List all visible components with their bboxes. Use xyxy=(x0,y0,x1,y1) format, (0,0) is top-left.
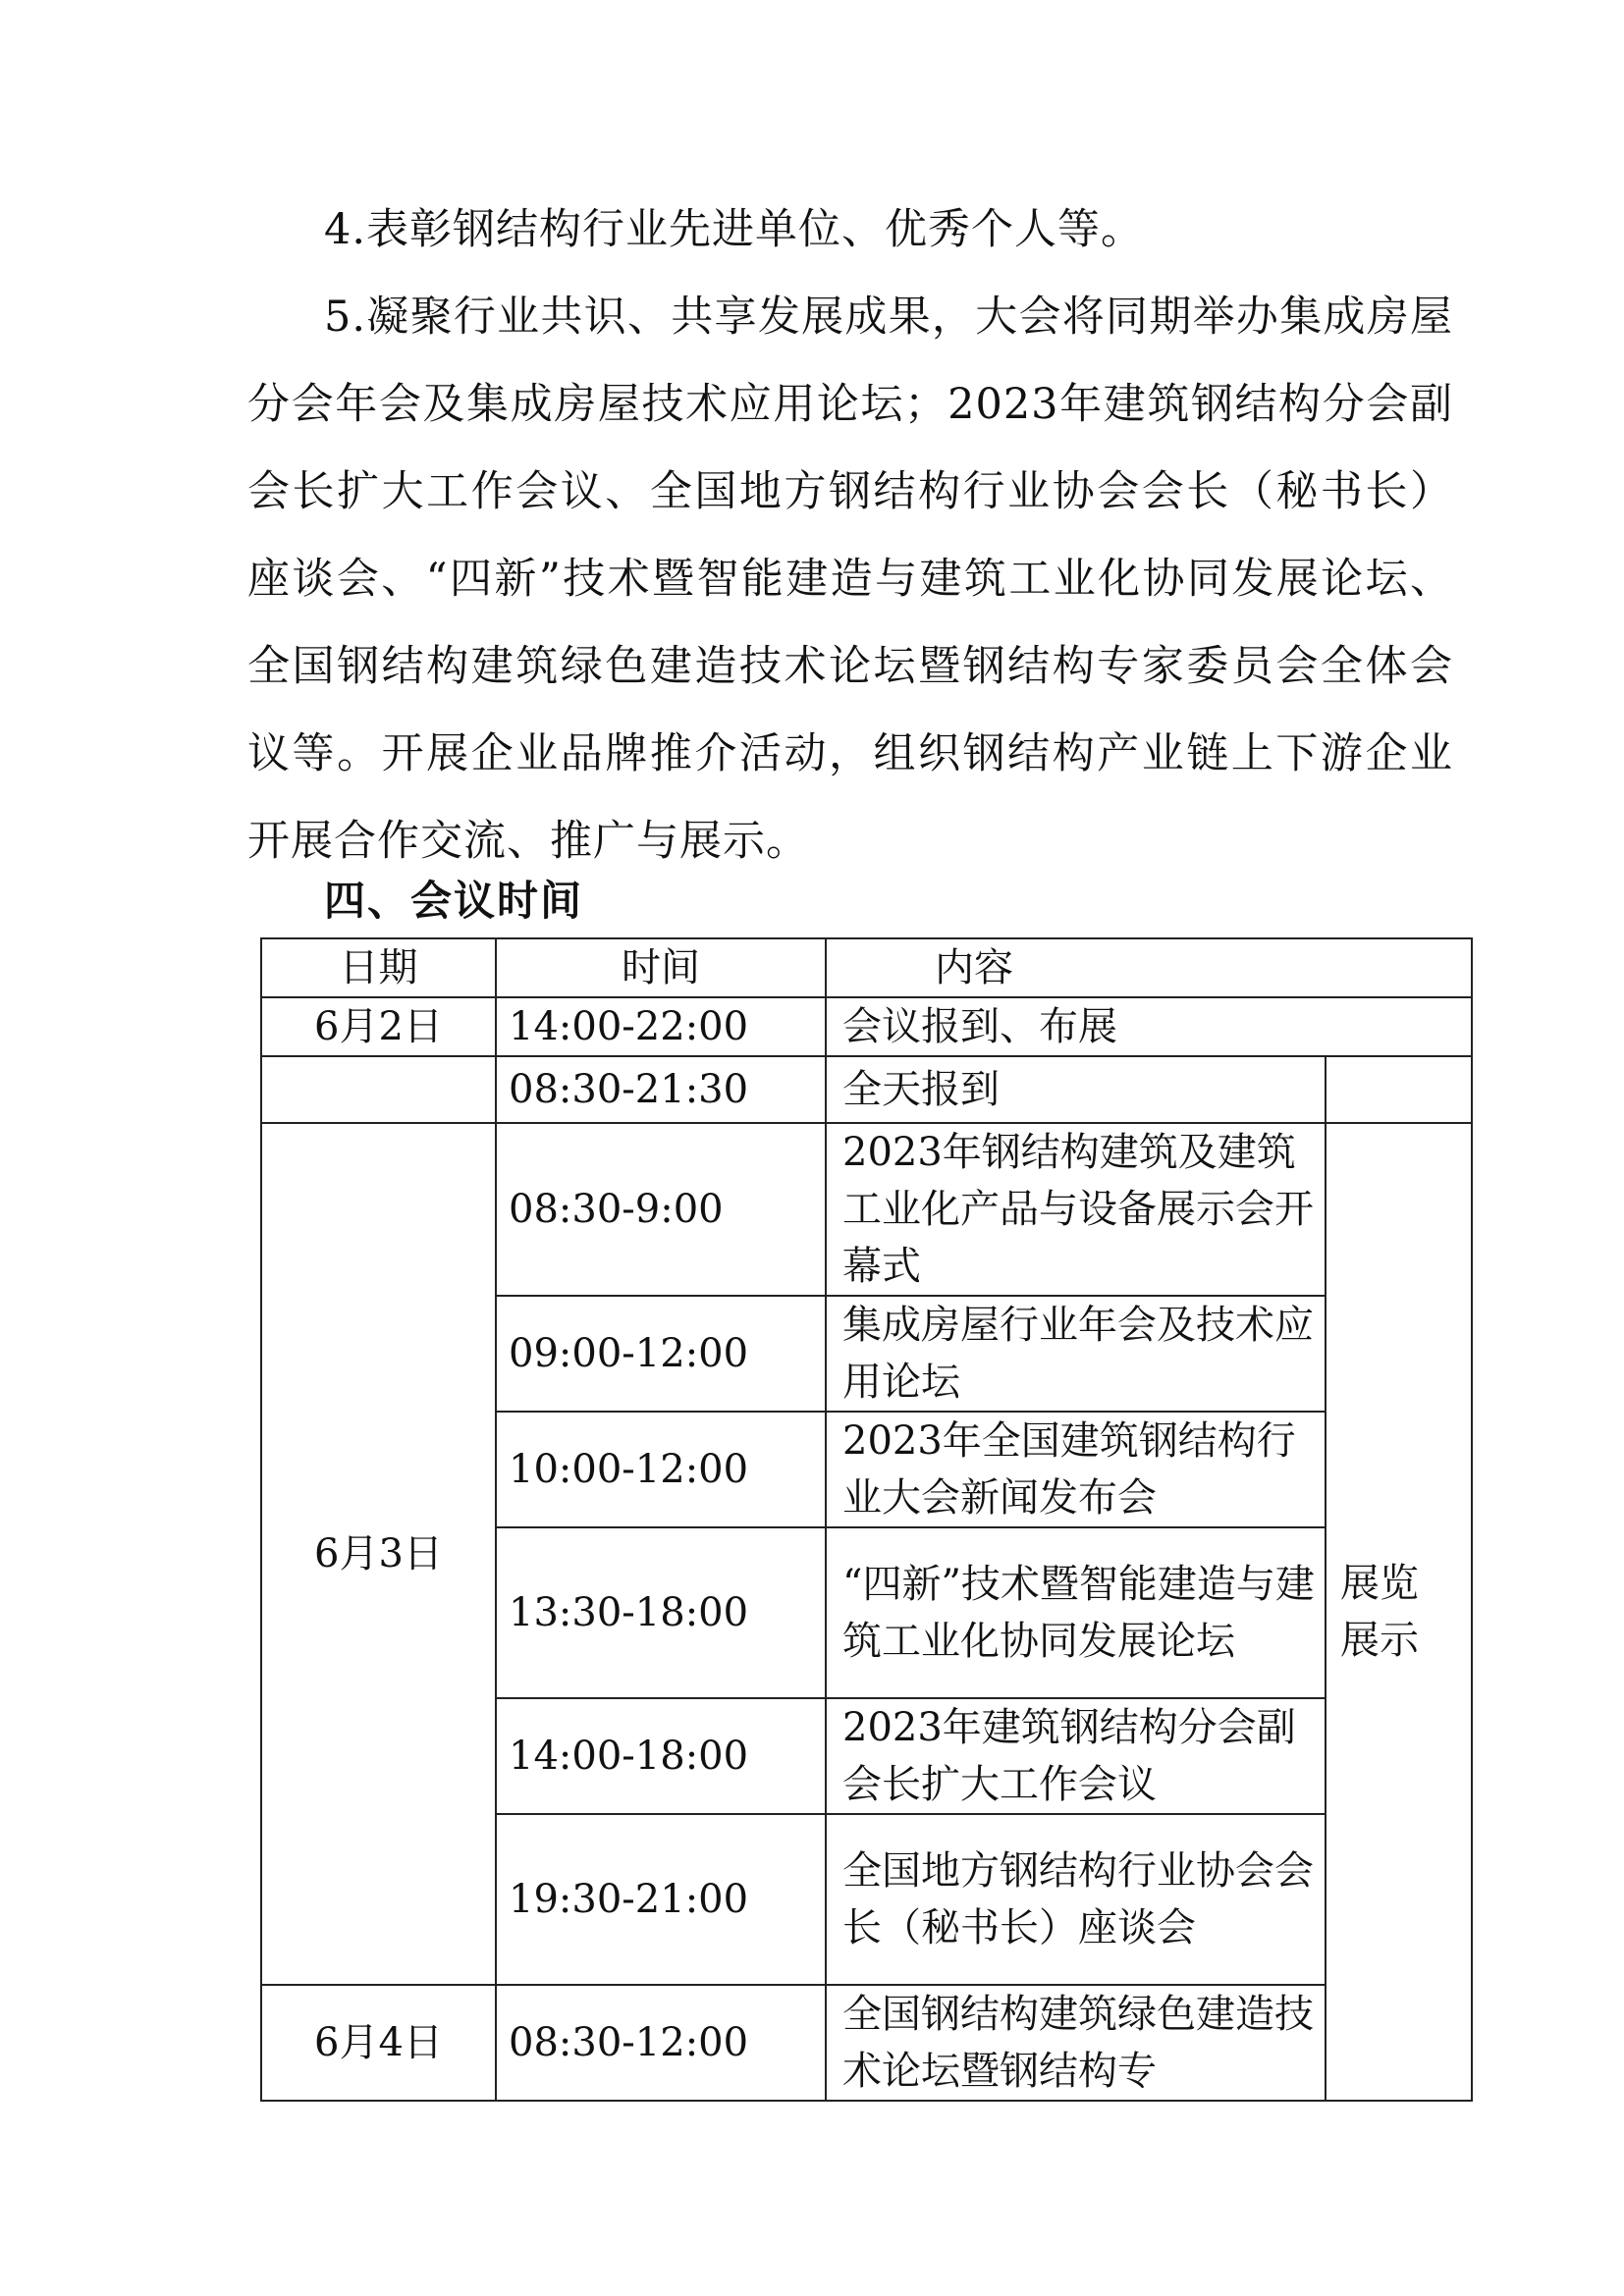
date-cell: 6月2日 xyxy=(261,997,496,1056)
table-row xyxy=(261,1123,1472,1296)
time-cell: 14:00-18:00 xyxy=(496,1698,826,1814)
table-row xyxy=(261,1985,1472,2101)
time-cell: 08:30-21:30 xyxy=(496,1056,826,1123)
time-cell: 08:30-9:00 xyxy=(496,1123,826,1296)
header-time: 时间 xyxy=(496,938,826,997)
content-cell: 集成房屋行业年会及技术应用论坛 xyxy=(826,1296,1326,1412)
time-cell: 08:30-12:00 xyxy=(496,1985,826,2101)
side-cell-empty xyxy=(1326,1056,1472,1123)
content-cell: 全国钢结构建筑绿色建造技术论坛暨钢结构专 xyxy=(826,1985,1326,2101)
table-row xyxy=(261,997,1472,1056)
date-cell: 6月4日 xyxy=(261,1985,496,2101)
table-row xyxy=(261,1056,1472,1123)
header-date: 日期 xyxy=(261,938,496,997)
content-cell: 会议报到、布展 xyxy=(826,997,1472,1056)
exhibition-cell: 展览展示 xyxy=(1326,1123,1472,2101)
time-cell: 13:30-18:00 xyxy=(496,1527,826,1698)
time-cell: 19:30-21:00 xyxy=(496,1814,826,1985)
content-cell: 2023年钢结构建筑及建筑工业化产品与设备展示会开幕式 xyxy=(826,1123,1326,1296)
time-cell: 09:00-12:00 xyxy=(496,1296,826,1412)
content-cell: 全天报到 xyxy=(826,1056,1326,1123)
time-cell: 10:00-12:00 xyxy=(496,1412,826,1527)
content-cell: 2023年建筑钢结构分会副会长扩大工作会议 xyxy=(826,1698,1326,1814)
table-header-row xyxy=(261,938,1472,997)
schedule-table xyxy=(260,937,1473,2102)
header-content: 内容 xyxy=(826,938,1472,997)
content-cell: “四新”技术暨智能建造与建筑工业化协同发展论坛 xyxy=(826,1527,1326,1698)
paragraph-item-4: 4.表彰钢结构行业先进单位、优秀个人等。 xyxy=(324,205,1145,254)
paragraph-item-5: 5.凝聚行业共识、共享发展成果，大会将同期举办集成房屋分会年会及集成房屋技术应用论坛；2023年建筑钢结构分会副会长扩大工作会议、全国地方钢结构行业协会会长（秘书长）座谈会、“四新”技术暨智能建造与建筑工业化协同发展论坛、全国钢结构建筑绿色建造技术论坛暨钢结构专家委员会全体会议等。开展企业品牌推介活动，组织钢结构产业链上下游企业开展合作交流、推广与展示。 xyxy=(247,293,1453,866)
date-cell-empty xyxy=(261,1056,496,1123)
content-cell: 全国地方钢结构行业协会会长（秘书长）座谈会 xyxy=(826,1814,1326,1985)
content-cell: 2023年全国建筑钢结构行业大会新闻发布会 xyxy=(826,1412,1326,1527)
section-heading-meeting-time: 四、会议时间 xyxy=(324,877,584,925)
time-cell: 14:00-22:00 xyxy=(496,997,826,1056)
date-cell: 6月3日 xyxy=(261,1123,496,1985)
